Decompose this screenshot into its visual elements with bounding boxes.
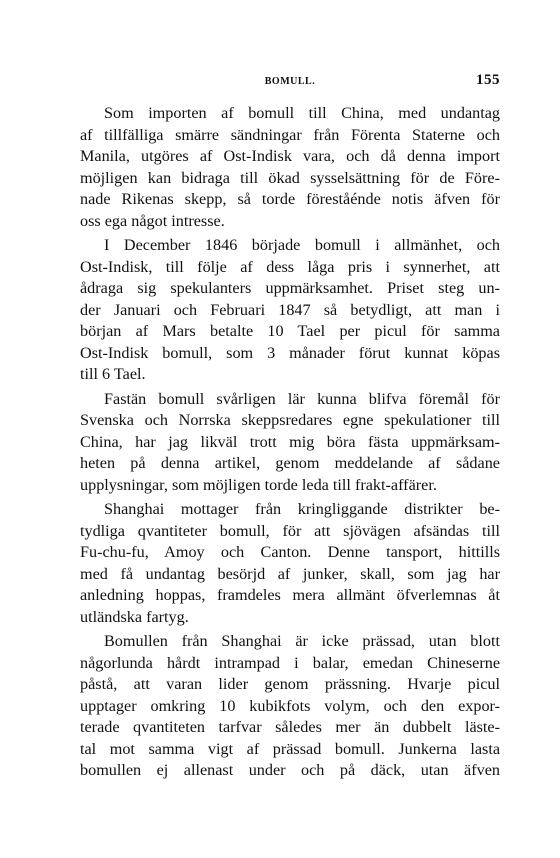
text-line: möjligen kan bidraga till ökad sysselsättning för de Före- <box>80 168 500 187</box>
text-line: Shanghai mottager från kringliggande distrikter be- <box>104 500 500 518</box>
paragraph <box>80 389 500 497</box>
text-line: Bomullen från Shanghai är icke prässad, utan blott <box>104 632 500 650</box>
text-line: utländska fartyg. <box>80 607 189 626</box>
book-page <box>80 0 500 858</box>
text-line: oss ega något intresse. <box>80 211 225 230</box>
paragraph <box>80 235 500 386</box>
text-line: med få undantag besörjd af junker, skall, som jag har <box>80 564 500 583</box>
text-line: påstå, att varan lider genom prässning. Hvarje picul <box>80 675 500 693</box>
text-line: I December 1846 började bomull i allmänhet, och <box>104 236 500 254</box>
text-line: Ost-Indisk, till följe af dess låga pris i synnerhet, att <box>80 257 500 276</box>
text-line: af tillfälliga smärre sändningar från Förenta Staterne och <box>80 125 500 144</box>
text-line: Fastän bomull svårligen lär kunna blifva föremål för <box>104 389 500 408</box>
text-line: Manila, utgöres af Ost-Indisk vara, och då denna import <box>80 147 500 165</box>
text-line: bomullen ej allenast under och på däck, utan äfven <box>80 761 500 779</box>
running-title: BOMULL. <box>264 76 316 87</box>
text-line: nade Rikenas skepp, så torde föreståénde notis äfven för <box>80 190 500 208</box>
text-line: anledning hoppas, framdeles mera allmänt öfverlemnas åt <box>80 586 500 604</box>
paragraph <box>80 499 500 628</box>
text-line: Som importen af bomull till China, med undantag <box>104 104 500 122</box>
text-line: China, har jag likväl trott mig böra fästa uppmärksam- <box>80 432 500 451</box>
text-line: upptager omkring 10 kubikfots volym, och den expor- <box>80 696 500 715</box>
text-line: Svenska och Norrska skeppsredares egne spekulationer till <box>80 411 500 429</box>
text-line: till 6 Tael. <box>80 365 146 383</box>
paragraph <box>80 103 500 232</box>
running-head <box>80 72 500 92</box>
text-line: upplysningar, som möjligen torde leda till frakt-affärer. <box>80 475 437 494</box>
text-line: Ost-Indisk bomull, som 3 månader förut kunnat köpas <box>80 343 500 362</box>
text-line: någorlunda hårdt intrampad i balar, emedan Chineserne <box>80 653 500 672</box>
text-line: ådraga sig spekulanters uppmärksamhet. Priset steg un- <box>80 279 500 297</box>
text-line: början af Mars betalte 10 Tael per picul för samma <box>80 322 500 340</box>
text-body <box>80 103 500 782</box>
text-line: tydliga qvantiteter bomull, för att sjövägen afsändas till <box>80 521 500 540</box>
text-line: heten på denna artikel, genom meddelande af sådane <box>80 454 500 472</box>
paragraph <box>80 631 500 782</box>
text-line: terade qvantiteten tarfvar således mer än dubbelt läste- <box>80 718 500 736</box>
text-line: tal mot samma vigt af prässad bomull. Junkerna lasta <box>80 739 500 758</box>
text-line: Fu-chu-fu, Amoy och Canton. Denne tansport, hittills <box>80 543 500 561</box>
page-number: 155 <box>476 72 500 88</box>
text-line: der Januari och Februari 1847 så betydligt, att man i <box>80 300 500 319</box>
